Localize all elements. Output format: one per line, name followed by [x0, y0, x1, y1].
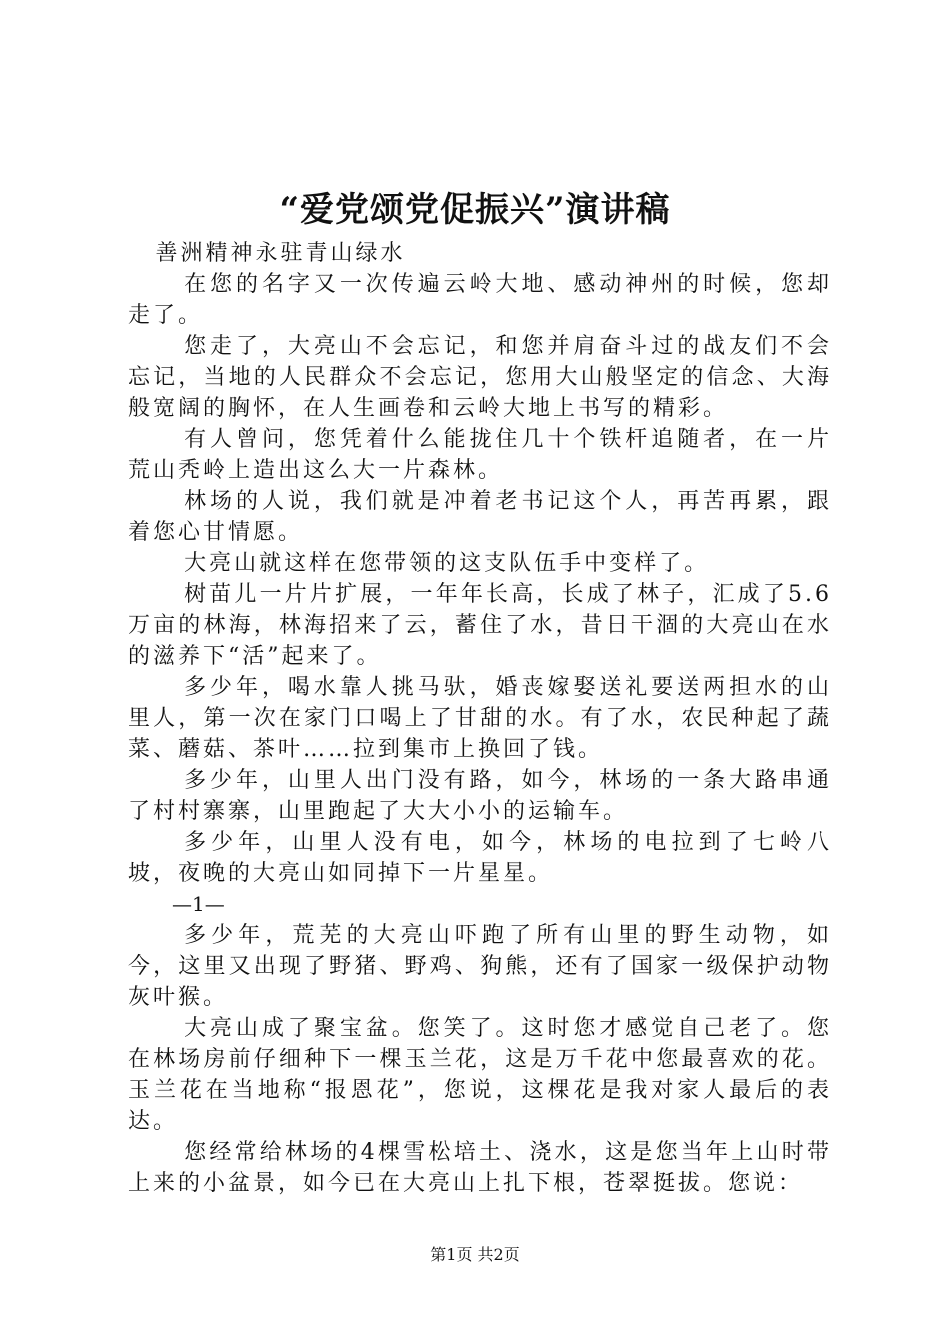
- paragraph: 有人曾问，您凭着什么能拢住几十个铁杆追随者，在一片荒山秃岭上造出这么大一片森林。: [128, 427, 832, 483]
- paragraph: 多少年，山里人没有电，如今，林场的电拉到了七岭八坡，夜晚的大亮山如同掉下一片星星。: [128, 830, 832, 886]
- page-footer: 第1页 共2页: [430, 1245, 520, 1264]
- paragraph: 树苗儿一片片扩展，一年年长高，长成了林子，汇成了5.6万亩的林海，林海招来了云，蓄住了水，昔日干涸的大亮山在水的滋养下“活”起来了。: [128, 582, 832, 669]
- paragraph: 大亮山就这样在您带领的这支队伍手中变样了。: [184, 551, 710, 576]
- document-body: [128, 238, 832, 1199]
- document-subtitle: 善洲精神永驻青山绿水: [155, 241, 406, 266]
- section-marker: —1—: [172, 892, 225, 916]
- document-title: “爱党颂党促振兴”演讲稿: [279, 190, 671, 230]
- paragraph: 多少年，喝水靠人挑马驮，婚丧嫁娶送礼要送两担水的山里人，第一次在家门口喝上了甘甜的水。有了水，农民种起了蔬菜、蘑菇、茶叶……拉到集市上换回了钱。: [128, 675, 832, 762]
- paragraph: 大亮山成了聚宝盆。您笑了。这时您才感觉自己老了。您在林场房前仔细种下一棵玉兰花，这是万千花中您最喜欢的花。玉兰花在当地称“报恩花”，您说，这棵花是我对家人最后的表达。: [128, 1016, 832, 1134]
- paragraph: 多少年，荒芜的大亮山吓跑了所有山里的野生动物，如今，这里又出现了野猪、野鸡、狗熊，还有了国家一级保护动物灰叶猴。: [128, 923, 832, 1010]
- paragraph: 您经常给林场的4棵雪松培土、浇水，这是您当年上山时带上来的小盆景，如今已在大亮山上扎下根，苍翠挺拔。您说：: [128, 1140, 832, 1196]
- paragraph: 在您的名字又一次传遍云岭大地、感动神州的时候，您却走了。: [128, 272, 832, 328]
- paragraph: 您走了，大亮山不会忘记，和您并肩奋斗过的战友们不会忘记，当地的人民群众不会忘记，您用大山般坚定的信念、大海般宽阔的胸怀，在人生画卷和云岭大地上书写的精彩。: [128, 334, 832, 421]
- paragraph: 林场的人说，我们就是冲着老书记这个人，再苦再累，跟着您心甘情愿。: [128, 489, 832, 545]
- paragraph: 多少年，山里人出门没有路，如今，林场的一条大路串通了村村寨寨，山里跑起了大大小小的运输车。: [128, 768, 832, 824]
